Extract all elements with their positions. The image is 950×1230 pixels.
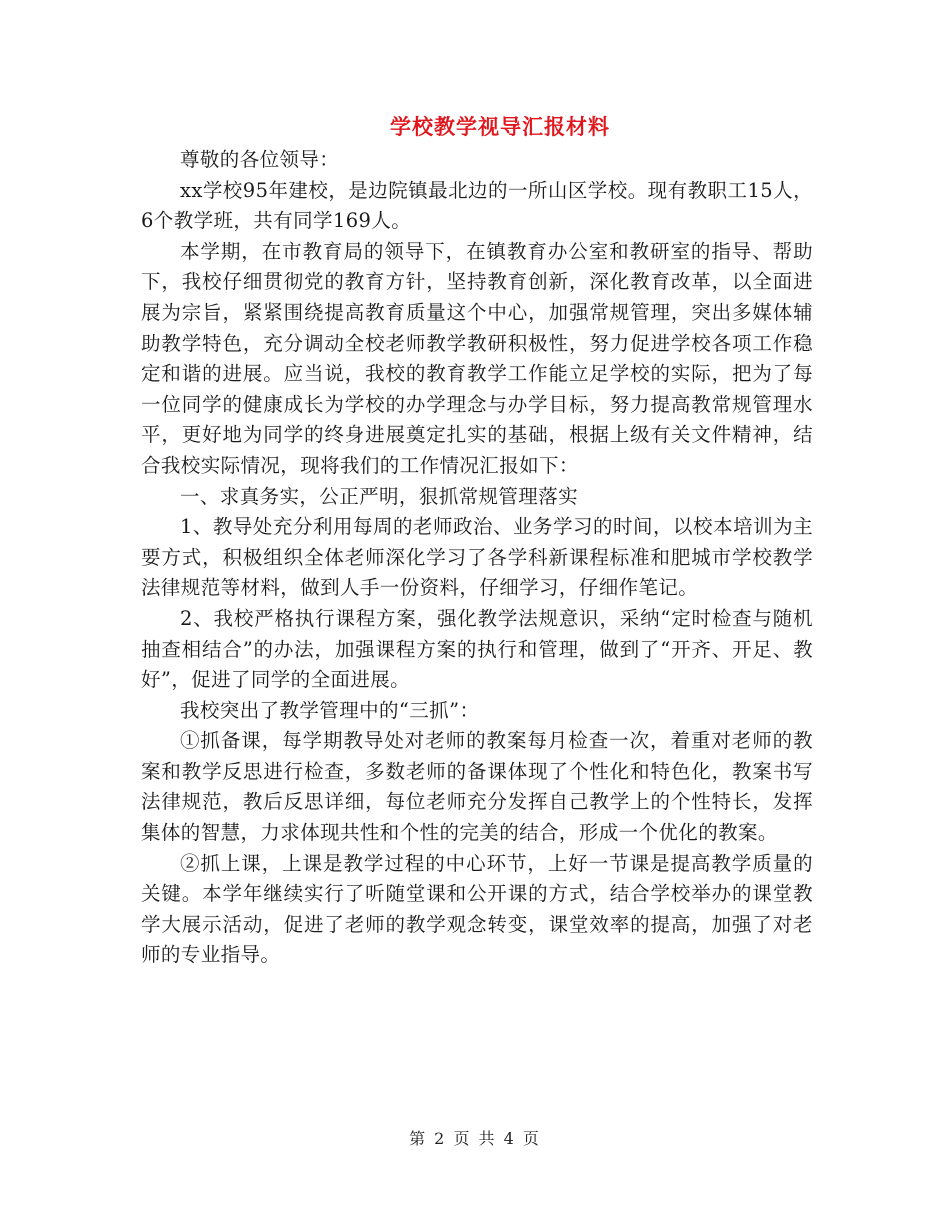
- document-title: 学校教学视导汇报材料: [390, 114, 610, 139]
- paragraph-three-focus-intro: 我校突出了教学管理中的“三抓”：: [180, 698, 480, 722]
- paragraph-item-1: 1、教导处充分利用每周的老师政治、业务学习的时间，以校本培训为主要方式，积极组织全体老师深化学习了各学科新课程标准和肥城市学校教学法律规范等材料，做到人手一份资料，仔细学习，仔细作笔记。: [141, 515, 813, 600]
- paragraph-school-intro: xx学校95年建校，是边院镇最北边的一所山区学校。现有教职工15人，6个教学班，共有同学169人。: [141, 178, 813, 233]
- page-footer: 第 2 页 共 4 页: [409, 1129, 541, 1148]
- paragraph-lesson-prep: ①抓备课，每学期教导处对老师的教案每月检查一次，着重对老师的教案和教学反思进行检查，多数老师的备课体现了个性化和特色化，教案书写法律规范，教后反思详细，每位老师充分发挥自己教学上的个性特长，发挥集体的智慧，力求体现共性和个性的完美的结合，形成一个优化的教案。: [141, 729, 813, 845]
- paragraph-semester-overview: 本学期，在市教育局的领导下，在镇教育办公室和教研室的指导、帮助下，我校仔细贯彻党的教育方针，坚持教育创新，深化教育改革，以全面进展为宗旨，紧紧围绕提高教育质量这个中心，加强常规管理，突出多媒体辅助教学特色，充分调动全校老师教学教研积极性，努力促进学校各项工作稳定和谐的进展。应当说，我校的教育教学工作能立足学校的实际，把为了每一位同学的健康成长为学校的办学理念与办学目标，努力提高教常规管理水平，更好地为同学的终身进展奠定扎实的基础，根据上级有关文件精神，结合我校实际情况，现将我们的工作情况汇报如下：: [141, 239, 813, 477]
- paragraph-classroom-teaching: ②抓上课，上课是教学过程的中心环节，上好一节课是提高教学质量的关键。本学年继续实行了听随堂课和公开课的方式，结合学校举办的课堂教学大展示活动，促进了老师的教学观念转变，课堂效率的提高，加强了对老师的专业指导。: [141, 851, 813, 967]
- section-heading-1: 一、求真务实，公正严明，狠抓常规管理落实: [180, 484, 579, 508]
- paragraph-item-2: 2、我校严格执行课程方案，强化教学法规意识，采纳“定时检查与随机抽查相结合”的办法，加强课程方案的执行和管理，做到了“开齐、开足、教好”，促进了同学的全面进展。: [141, 606, 813, 692]
- paragraph-salutation: 尊敬的各位领导：: [180, 148, 340, 171]
- document-body: [141, 145, 813, 971]
